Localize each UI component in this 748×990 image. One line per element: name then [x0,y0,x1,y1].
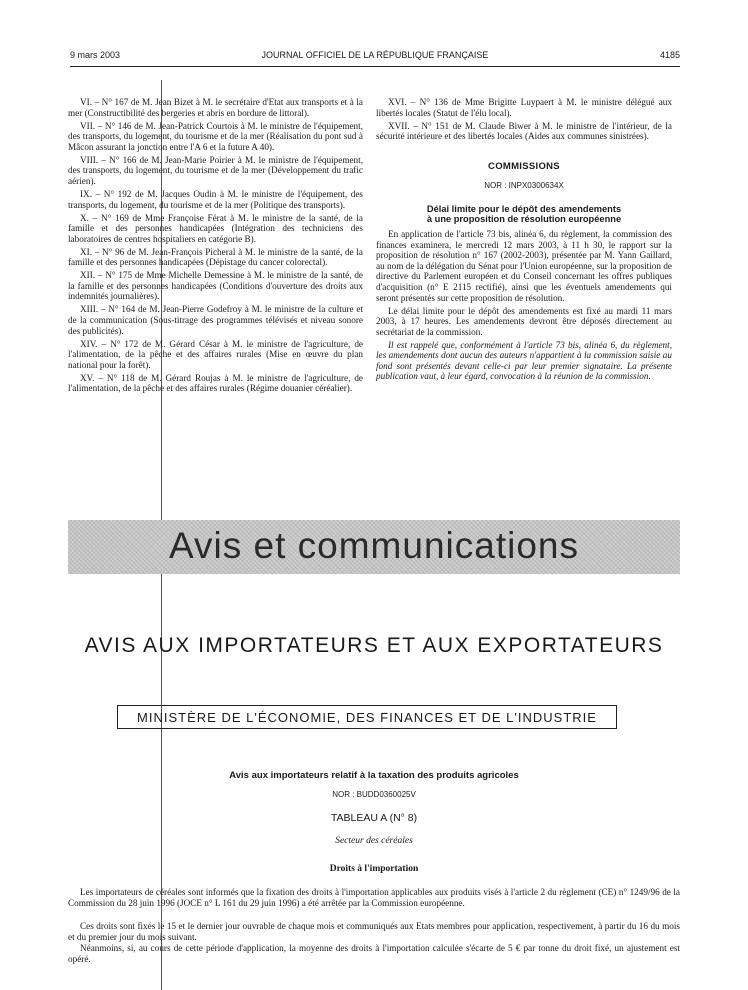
journal-title: JOURNAL OFFICIEL DE LA RÉPUBLIQUE FRANÇAISE [261,50,489,60]
notice-paragraph-3 [68,943,680,964]
question-item: XVI. – N° 136 de Mme Brigitte Luypaert à M. le ministre délégué aux libertés locales (Statut de l'élu local). [376,97,672,118]
question-item: IX. – N° 192 de M. Jacques Oudin à M. le ministre de l'équipement, des transports, du logement, du tourisme et de la mer (Politique des transports). [68,188,363,210]
question-item: XII. – N° 175 de Mme Michelle Demessine à M. le ministre de la santé, de la famille et des personnes handicapées (Conditions d'ouverture des droits aux indemnités journalières). [68,270,363,302]
question-item: XI. – N° 96 de M. Jean-François Picheral à M. le ministre de la santé, de la famille et des personnes handicapées (Dépistage du cancer colorectal). [68,246,363,268]
question-item: X. – N° 169 de Mme Françoise Férat à M. le ministre de la santé, de la famille et des personnes handicapées (Intégration des techniciens des laboratoires de centres hospitaliers en catégorie B). [68,212,363,244]
commissions-nor: NOR : INPX0300634X [484,181,564,191]
commission-paragraph-1: En application de l'article 73 bis, alinéa 6, du règlement, la commission des finances examinera, le mercredi 12 mars 2003, à 11 h 30, le rapport sur la proposition de résolution n° 167 (2002-2003), présentée par M. Yann Gaillard, au nom de la délégation du Sénat pour l'Union européenne, sur la proposition de directive du Parlement européen et du Conseil concernant les offres publiques d'acquisition (n° E 2115 rectifié), ainsi que les éventuels amendements qui seront présentés sur cette proposition de résolution. [376,228,672,303]
banner-title: Avis et communications [169,525,579,566]
commission-paragraph-3: Il est rappelé que, conformément à l'article 73 bis, alinéa 6, du règlement, les amendements dont aucun des auteurs n'appartient à la commission saisie au fond sont présentés devant celle-ci par leur premier signataire. La présente publication vaut, à leur égard, convocation à la réunion de la commission. [376,339,672,382]
amendments-deadline-heading [376,204,672,224]
commissions-heading: COMMISSIONS [488,160,560,172]
droits-heading: Droits à l'importation [329,864,419,874]
heading-line-2: à une proposition de résolution européenne [426,213,622,224]
right-column [376,97,672,384]
ministry-box [117,705,617,729]
notice-text: Les importateurs de céréales sont informés que la fixation des droits à l'importation applicables aux produits visés à l'article 2 du règlement (CE) n° 1249/96 de la Commission du 28 juin 1996 (JOCE n° L 161 du 29 juin 1996) a été arrêtée par la Commission européenne. [68,887,680,908]
notice-text: Ces droits sont fixés le 15 et le dernier jour ouvrable de chaque mois et communiqués aux Etats membres pour application, respectivement, à partir du 16 du mois et du premier jour du mois suivant. [68,921,680,942]
page-header [70,50,680,64]
question-item: VII. – N° 146 de M. Jean-Patrick Courtois à M. le ministre de l'équipement, des transports, du logement, du tourisme et de la mer (Réalisation du pont sud à Mâcon assurant la jonction entre l'A 6 et la future A 40). [68,120,363,152]
heading-line-1: Délai limite pour le dépôt des amendements [426,203,622,214]
tableau-label: TABLEAU A (N° 8) [330,812,418,824]
left-column [68,97,363,396]
notice-title: Avis aux importateurs relatif à la taxation des produits agricoles [229,770,519,781]
page-number: 4185 [659,50,680,60]
notice-paragraph-1 [68,887,680,908]
commission-paragraph-2: Le délai limite pour le dépôt des amendements est fixé au mardi 11 mars 2003, à 17 heures. Les amendements devront être déposés directement au secrétariat de la commission. [376,305,672,337]
question-item: XIII. – N° 164 de M. Jean-Pierre Godefroy à M. le ministre de la culture et de la communication (Sous-titrage des programmes télévisés et niveau sonore des publicités). [68,304,363,336]
question-item: XVII. – N° 151 de M. Claude Biwer à M. le ministre de l'intérieur, de la sécurité intérieure et des libertés locales (Aides aux communes sinistrées). [376,120,672,142]
notice-paragraph-2 [68,921,680,942]
header-rule [70,66,680,67]
notice-text: Néanmoins, si, au cours de cette période d'application, la moyenne des droits à l'importation calculée s'écarte de 5 € par tonne du droit fixé, un ajustement est opéré. [68,943,680,964]
question-item: VIII. – N° 166 de M. Jean-Marie Poirier à M. le ministre de l'équipement, des transports, du logement, du tourisme et de la mer (Développement du trafic aérien). [68,154,363,186]
notice-nor: NOR : BUDD0360025V [332,790,416,799]
question-item: XV. – N° 118 de M. Gérard Roujas à M. le ministre de l'agriculture, de l'alimentation, de la pêche et des affaires rurales (Régime douanier céréalier). [68,372,363,394]
question-item: VI. – N° 167 de M. Jean Bizet à M. le secrétaire d'Etat aux transports et à la mer (Constructibilité des bergeries et abris en bordure de littoral). [68,97,363,118]
section-banner [68,520,680,574]
header-date: 9 mars 2003 [70,50,121,60]
sector-label: Secteur des céréales [335,836,413,846]
avis-title: AVIS AUX IMPORTATEURS ET AUX EXPORTATEURS [84,634,664,657]
ministry-name: MINISTÈRE DE L'ÉCONOMIE, DES FINANCES ET DE L'INDUSTRIE [137,710,597,725]
question-item: XIV. – N° 172 de M. Gérard César à M. le ministre de l'agriculture, de l'alimentation, de la pêche et des affaires rurales (Mise en œuvre du plan national pour la forêt). [68,338,363,370]
